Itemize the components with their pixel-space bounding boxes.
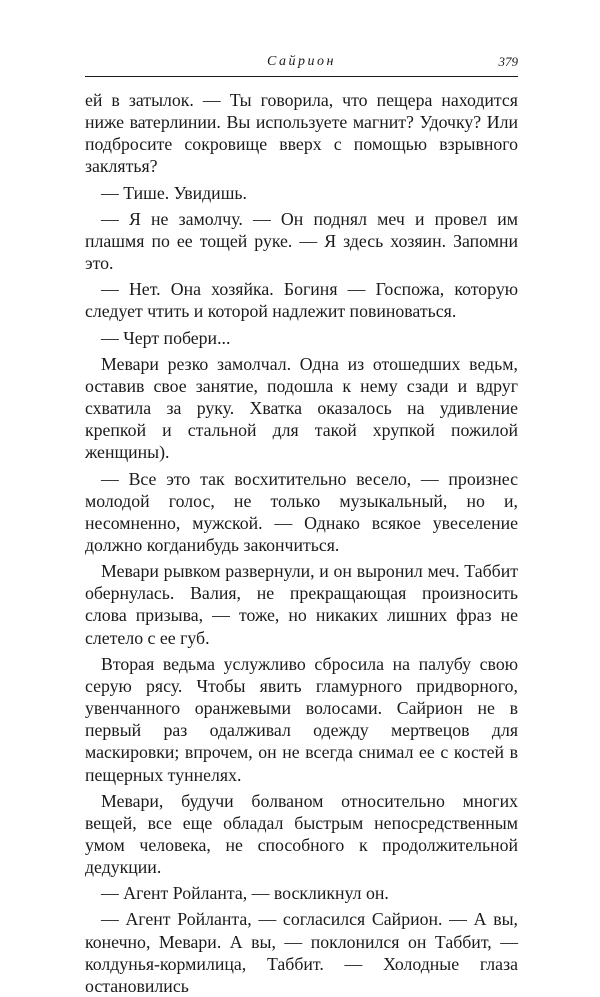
running-title: Сайрион	[267, 54, 336, 69]
paragraph-2: — Тише. Увидишь.	[101, 182, 247, 203]
paragraph-9: Вторая ведьма услужливо сбросила на палубу свою серую рясу. Чтобы явить гламурного придворного, увенчанного оранжевыми волосами. Сайрион не в первый раз одалживал одежду мертвецов для маскировки; впрочем, он не всегда снимал ее с костей в пещерных туннелях.	[85, 653, 518, 785]
page-header	[85, 54, 518, 74]
paragraph-6: Мевари резко замолчал. Одна из отошедших ведьм, оставив свое занятие, подошла к нему сзади и вдруг схватила за руку. Хватка оказалось на удивление крепкой и стальной для такой хрупкой пожилой женщины).	[85, 353, 518, 463]
paragraph-10: Мевари, будучи болваном относительно многих вещей, все еще обладал быстрым непосредственным умом человека, не способного к продолжительной дедукции.	[85, 790, 518, 878]
paragraph-12: — Агент Ройланта, — согласился Сайрион. — А вы, конечно, Мевари. А вы, — поклонился он Таббит, — колдунья-кормилица, Таббит. — Холодные глаза остановились	[85, 909, 518, 996]
paragraph-4: — Нет. Она хозяйка. Богиня — Госпожа, которую следует чтить и которой надлежит повиноваться.	[85, 279, 518, 322]
paragraph-8: Мевари рывком развернули, и он выронил меч. Таббит обернулась. Валия, не прекращающая произносить слова призыва, — тоже, но никаких лишних фраз не слетело с ее губ.	[85, 561, 518, 648]
book-text	[85, 89, 518, 997]
paragraph-1: ей в затылок. — Ты говорила, что пещера находится ниже ватерлинии. Вы используете магнит? Удочку? Или подбросите сокровище вверх с помощью взрывного заклятья?	[85, 90, 518, 177]
paragraph-3: — Я не замолчу. — Он поднял меч и провел им плашмя по ее тощей руке. — Я здесь хозяин. Запомни это.	[85, 208, 518, 274]
header-rule	[85, 76, 518, 77]
paragraph-5: — Черт побери...	[101, 327, 231, 348]
paragraph-11: — Агент Ройланта, — воскликнул он.	[101, 883, 389, 904]
page-number: 379	[498, 54, 518, 69]
paragraph-7: — Все это так восхитительно весело, — произнес молодой голос, не только музыкальный, но и, несомненно, мужской. — Однако всякое увеселение должно когданибудь закончиться.	[85, 468, 518, 555]
